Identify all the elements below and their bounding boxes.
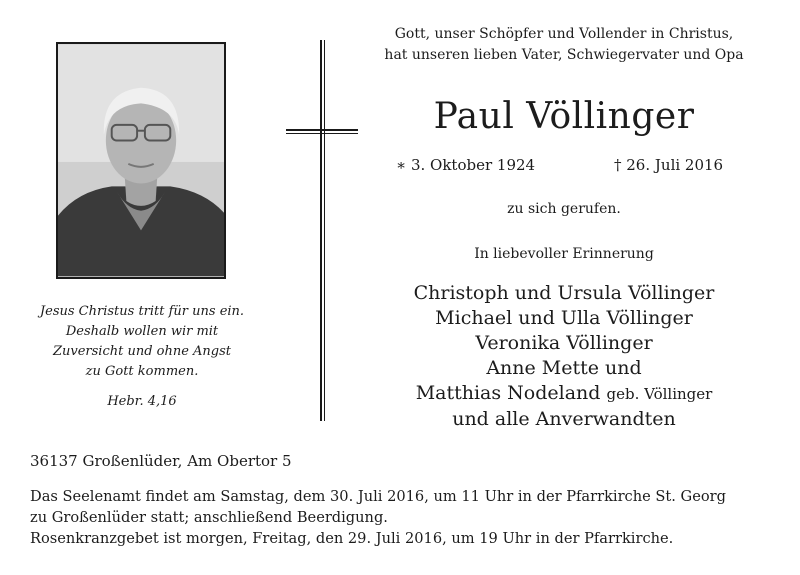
deceased-name: Paul Völlinger (433, 96, 695, 137)
mourner-line (380, 381, 748, 407)
birth-date: ∗ 3. Oktober 1924 (396, 156, 536, 174)
mourner: Anne Mette und (486, 357, 642, 379)
portrait-illustration (58, 44, 224, 277)
maiden-name-note: geb. Völlinger (606, 385, 713, 403)
mourner: Matthias Nodeland (415, 382, 601, 404)
verse-reference: Hebr. 4,16 (107, 394, 177, 409)
intro-line: hat unseren lieben Vater, Schwiegervater und Opa (384, 47, 744, 63)
cross-vertical-inner (324, 40, 325, 421)
called-home: zu sich gerufen. (507, 201, 621, 217)
notice-line: Rosenkranzgebet ist morgen, Freitag, den 29. Juli 2016, um 19 Uhr in der Pfarrkirche. (30, 530, 674, 547)
death-date: † 26. Juli 2016 (614, 156, 724, 174)
mourner: Veronika Völlinger (475, 332, 653, 354)
notice-line: Das Seelenamt findet am Samstag, dem 30. Juli 2016, um 11 Uhr in der Pfarrkirche St. Georg (30, 488, 726, 505)
mourner: Christoph und Ursula Völlinger (413, 282, 715, 304)
intro-text (380, 24, 748, 66)
verse-line: Jesus Christus tritt für uns ein. (39, 304, 245, 319)
cross-horizontal-inner (286, 133, 358, 134)
cross-vertical (320, 40, 322, 421)
verse-line: Deshalb wollen wir mit (65, 324, 219, 339)
verse-line: Zuversicht und ohne Angst (52, 344, 232, 359)
notice-line: zu Großenlüder statt; anschließend Beerdigung. (30, 509, 388, 526)
funeral-notice (30, 486, 780, 549)
verse-line: zu Gott kommen. (85, 364, 199, 379)
family-address: 36137 Großenlüder, Am Obertor 5 (30, 452, 292, 470)
cross-horizontal (286, 129, 358, 131)
memory-line: In liebevoller Erinnerung (474, 246, 654, 262)
bible-verse (20, 302, 264, 382)
mourner: und alle Anverwandten (452, 408, 676, 430)
intro-line: Gott, unser Schöpfer und Vollender in Christus, (394, 26, 734, 42)
portrait-photo (56, 42, 226, 279)
mourner: Michael und Ulla Völlinger (435, 307, 693, 329)
mourners-list (380, 281, 748, 432)
